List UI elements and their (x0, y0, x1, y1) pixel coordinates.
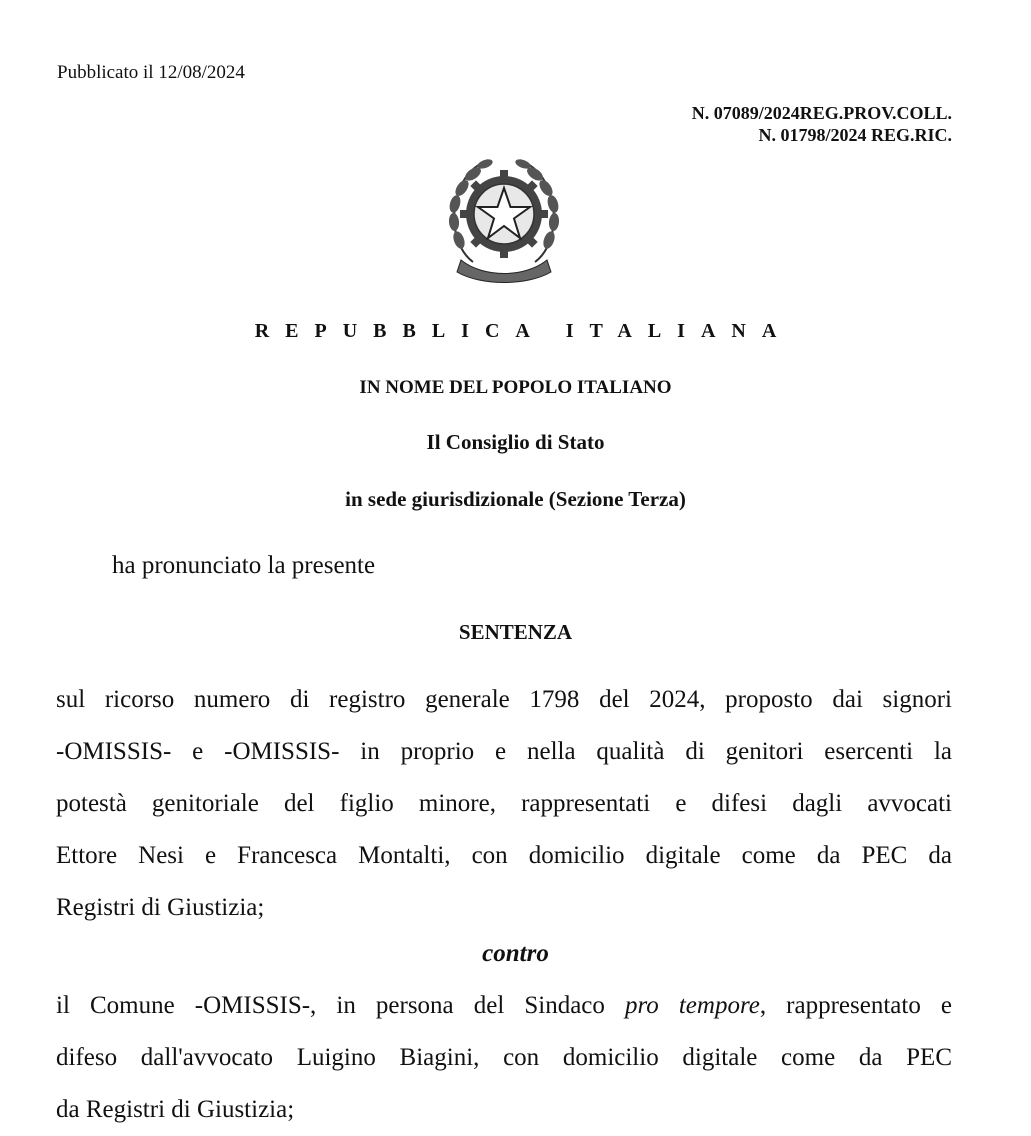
publication-date: Pubblicato il 12/08/2024 (57, 62, 245, 83)
paragraph-ricorso (56, 674, 952, 934)
pronunciato-line: ha pronunciato la presente (112, 552, 376, 579)
paragraph-segment: , rappresentato e (759, 992, 952, 1019)
ref-ric: N. 01798/2024 REG.RIC. (758, 125, 952, 145)
paragraph-line: sul ricorso numero di registro generale 1798 del 2024, proposto dai signori (56, 686, 952, 713)
contro-heading: contro (482, 940, 549, 967)
paragraph-line: Registri di Giustizia; (56, 894, 265, 921)
paragraph-segment: il Comune -OMISSIS-, in persona del Sindaco (56, 992, 625, 1019)
heading-in-nome: IN NOME DEL POPOLO ITALIANO (359, 377, 672, 398)
paragraph-line: difeso dall'avvocato Luigino Biagini, con domicilio digitale come da PEC (56, 1044, 952, 1071)
heading-sede: in sede giurisdizionale (Sezione Terza) (345, 487, 686, 511)
paragraph-line (56, 980, 952, 1032)
heading-republic: REPUBBLICA ITALIANA (254, 320, 793, 342)
paragraph-line: potestà genitoriale del figlio minore, rappresentati e difesi dagli avvocati (56, 790, 952, 817)
reference-numbers (692, 102, 952, 146)
paragraph-line: -OMISSIS- e -OMISSIS- in proprio e nella qualità di genitori esercenti la (56, 738, 952, 765)
heading-consiglio: Il Consiglio di Stato (426, 430, 605, 454)
ref-prov-coll: N. 07089/2024REG.PROV.COLL. (691, 103, 952, 123)
paragraph-line: Ettore Nesi e Francesca Montalti, con domicilio digitale come da PEC da (56, 842, 952, 869)
pro-tempore-italic: pro tempore (624, 992, 760, 1019)
paragraph-line: da Registri di Giustizia; (56, 1096, 295, 1123)
paragraph-comune (56, 980, 952, 1123)
sentenza-title: SENTENZA (458, 620, 573, 644)
italian-republic-emblem-icon (443, 152, 565, 284)
